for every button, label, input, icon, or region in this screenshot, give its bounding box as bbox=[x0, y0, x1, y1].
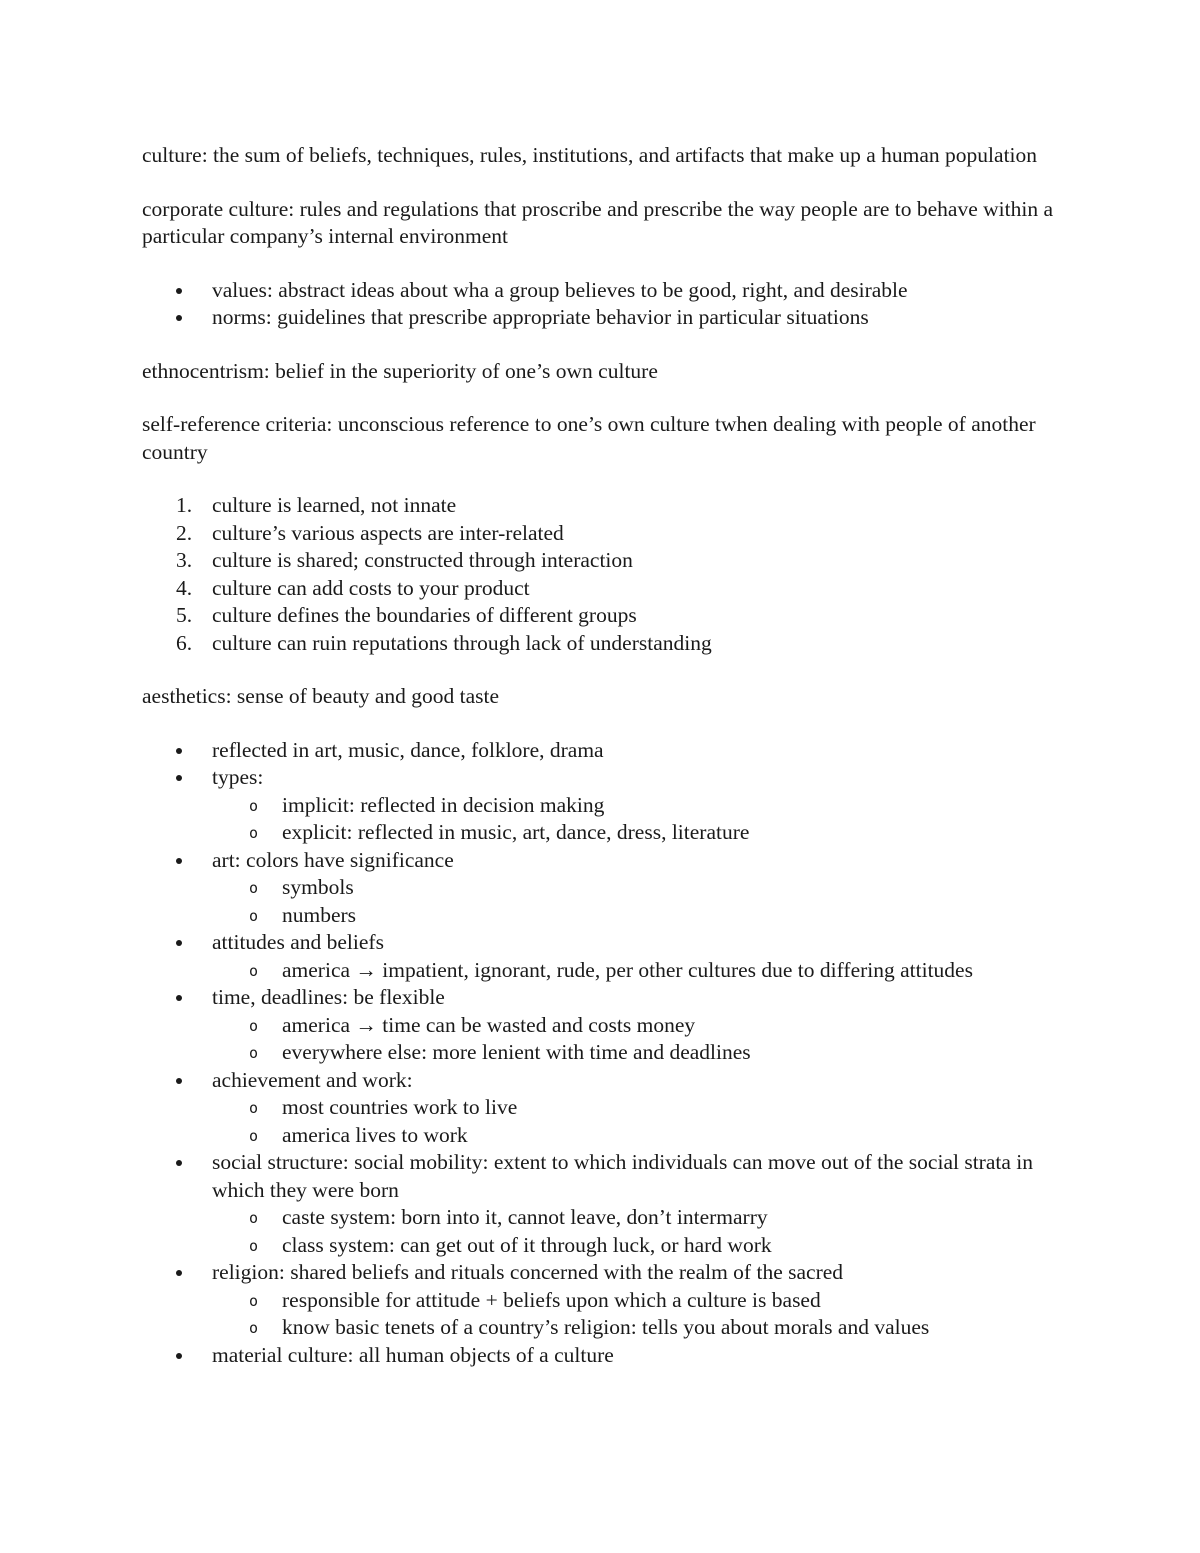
circle-bullet-icon: o bbox=[249, 1044, 259, 1062]
list-item: norms: guidelines that prescribe appropriate behavior in particular situations bbox=[142, 304, 1062, 332]
list-item: 3. culture is shared; constructed through interaction bbox=[176, 548, 633, 572]
circle-bullet-icon: o bbox=[249, 906, 259, 925]
list-item: achievement and work: o most countries work to live o america lives to work bbox=[142, 1067, 1062, 1150]
list-item: values: abstract ideas about wha a group believes to be good, right, and desirable bbox=[142, 277, 1062, 305]
sub-list-item: o numbers bbox=[142, 902, 1062, 930]
list-item: 1. culture is learned, not innate bbox=[176, 493, 457, 517]
sub-list bbox=[212, 1287, 1062, 1342]
bullet-icon bbox=[176, 288, 182, 294]
bullet-icon bbox=[176, 995, 182, 1001]
sub-list bbox=[212, 1094, 1062, 1149]
bullet-icon bbox=[176, 1270, 182, 1276]
bullet-icon bbox=[176, 1078, 182, 1084]
sub-list-item: o explicit: reflected in music, art, dance, dress, literature bbox=[142, 819, 1062, 847]
sub-list-item: o symbols bbox=[142, 874, 1062, 902]
definition-corporate-culture: corporate culture: rules and regulations that proscribe and prescribe the way people are to behave within a particular company’s internal environment bbox=[142, 196, 1053, 248]
bullet-icon bbox=[176, 1160, 182, 1166]
sub-list bbox=[212, 792, 1062, 847]
sub-list bbox=[212, 1012, 1062, 1067]
list-item: religion: shared beliefs and rituals concerned with the realm of the sacred o responsible for attitude + beliefs upon which a culture is based o know basic tenets of a country’s religion: tells you about morals and values bbox=[142, 1259, 1062, 1342]
culture-facts-list bbox=[142, 492, 1062, 657]
list-item: time, deadlines: be flexible o america → time can be wasted and costs money o everywhere else: more lenient with time and deadlines bbox=[142, 984, 1062, 1067]
sub-list-item: o class system: can get out of it through luck, or hard work bbox=[142, 1232, 1062, 1260]
list-item: social structure: social mobility: extent to which individuals can move out of the social strata in which they were born o caste system: born into it, cannot leave, don’t intermarry o class system: can get out of it through luck, or hard work bbox=[142, 1149, 1062, 1259]
sub-list-item: o know basic tenets of a country’s religion: tells you about morals and values bbox=[142, 1314, 1062, 1342]
definition-self-reference-criteria: self-reference criteria: unconscious reference to one’s own culture twhen dealing with people of another country bbox=[142, 412, 1036, 464]
sub-list-item: o responsible for attitude + beliefs upon which a culture is based bbox=[142, 1287, 1062, 1315]
sub-list bbox=[212, 957, 1062, 985]
bullet-icon bbox=[176, 775, 182, 781]
aesthetics-list bbox=[142, 737, 1062, 1370]
circle-bullet-icon: o bbox=[249, 961, 259, 980]
bullet-icon bbox=[176, 940, 182, 946]
sub-list bbox=[212, 874, 1062, 929]
list-item: 4. culture can add costs to your product bbox=[176, 575, 530, 600]
circle-bullet-icon: o bbox=[249, 1099, 259, 1117]
document-page bbox=[142, 142, 1062, 1395]
circle-bullet-icon: o bbox=[249, 879, 259, 897]
circle-bullet-icon: o bbox=[249, 1016, 259, 1035]
sub-list-item: o america → impatient, ignorant, rude, per other cultures due to differing attitudes bbox=[142, 957, 1062, 985]
list-item: 2. culture’s various aspects are inter-related bbox=[176, 520, 564, 545]
circle-bullet-icon: o bbox=[249, 796, 259, 815]
definition-ethnocentrism: ethnocentrism: belief in the superiority of one’s own culture bbox=[142, 358, 658, 383]
bullet-icon bbox=[176, 1353, 182, 1359]
definition-culture: culture: the sum of beliefs, techniques, rules, institutions, and artifacts that make up a human population bbox=[142, 143, 1038, 167]
sub-list-item: o implicit: reflected in decision making bbox=[142, 792, 1062, 820]
circle-bullet-icon: o bbox=[249, 1236, 259, 1255]
circle-bullet-icon: o bbox=[249, 1209, 259, 1227]
list-item: reflected in art, music, dance, folklore, drama bbox=[142, 737, 1062, 765]
corporate-culture-list bbox=[142, 277, 1062, 332]
sub-list-item: o america lives to work bbox=[142, 1122, 1062, 1150]
list-item: types: o implicit: reflected in decision making o explicit: reflected in music, art, dance, dress, literature bbox=[142, 764, 1062, 847]
list-item: art: colors have significance o symbols o numbers bbox=[142, 847, 1062, 930]
list-item: 5. culture defines the boundaries of different groups bbox=[176, 603, 637, 627]
sub-list-item: o caste system: born into it, cannot leave, don’t intermarry bbox=[142, 1204, 1062, 1232]
list-item: material culture: all human objects of a culture bbox=[142, 1342, 1062, 1370]
bullet-icon bbox=[176, 858, 182, 864]
circle-bullet-icon: o bbox=[249, 1126, 259, 1145]
bullet-icon bbox=[176, 315, 182, 321]
circle-bullet-icon: o bbox=[249, 1319, 259, 1337]
circle-bullet-icon: o bbox=[249, 1291, 259, 1310]
list-item: 6. culture can ruin reputations through lack of understanding bbox=[176, 630, 712, 655]
bullet-icon bbox=[176, 748, 182, 754]
sub-list bbox=[212, 1204, 1062, 1259]
list-item: attitudes and beliefs o america → impatient, ignorant, rude, per other cultures due to differing attitudes bbox=[142, 929, 1062, 984]
sub-list-item: o america → time can be wasted and costs money bbox=[142, 1012, 1062, 1040]
definition-aesthetics: aesthetics: sense of beauty and good taste bbox=[142, 684, 500, 708]
circle-bullet-icon: o bbox=[249, 824, 259, 842]
sub-list-item: o most countries work to live bbox=[142, 1094, 1062, 1122]
sub-list-item: o everywhere else: more lenient with time and deadlines bbox=[142, 1039, 1062, 1067]
